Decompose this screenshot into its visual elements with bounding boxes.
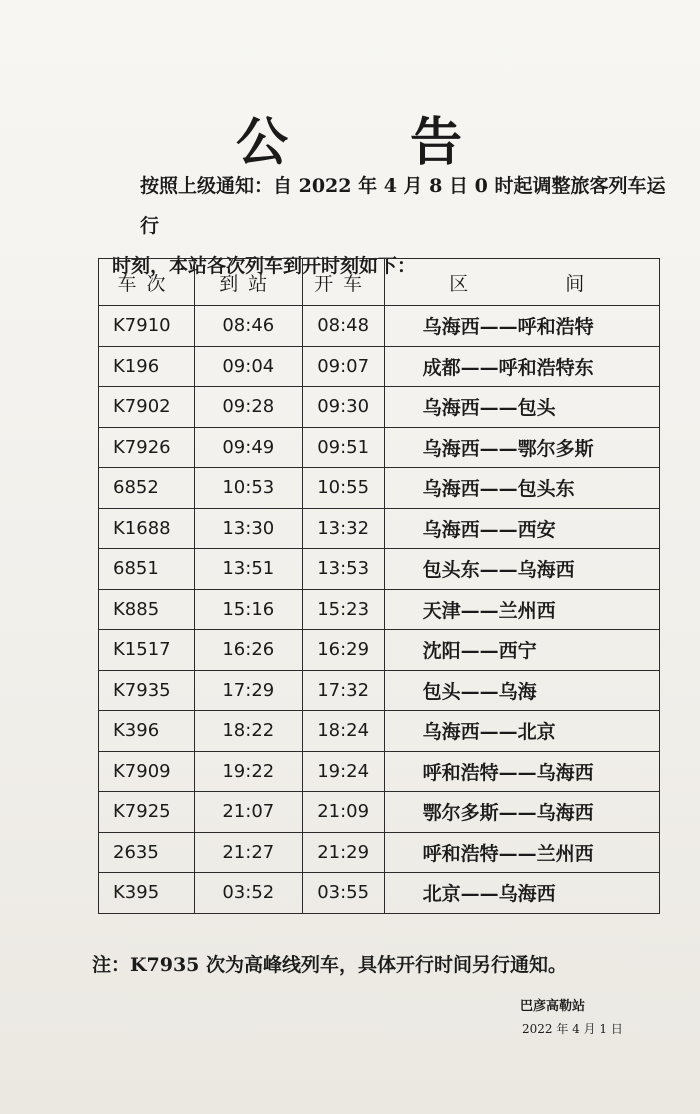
cell-route: 呼和浩特——兰州西: [384, 832, 659, 873]
cell-train: K7935: [99, 670, 195, 711]
footnote: 注：K7935 次为高峰线列车，具体开行时间另行通知。: [92, 954, 568, 976]
cell-arrive: 10:53: [194, 468, 302, 509]
title-char-1: 公: [235, 112, 290, 173]
cell-depart: 09:51: [302, 427, 384, 468]
cell-train: K196: [99, 346, 195, 387]
cell-arrive: 13:30: [194, 508, 302, 549]
cell-route: 乌海西——包头东: [384, 468, 659, 509]
cell-route: 成都——呼和浩特东: [384, 346, 659, 387]
station-signature: 巴彦高勒站: [520, 999, 586, 1014]
cell-arrive: 09:04: [194, 346, 302, 387]
cell-route: 包头——乌海: [384, 670, 659, 711]
table-row: [99, 549, 660, 590]
cell-depart: 16:29: [302, 630, 384, 671]
header-depart: 开车: [302, 259, 384, 306]
table-row: [99, 630, 660, 671]
cell-train: K395: [99, 873, 195, 914]
train-schedule-table: [98, 258, 660, 914]
intro-line-2: 时刻，本站各次列车到开时刻如下：: [112, 255, 417, 277]
cell-arrive: 17:29: [194, 670, 302, 711]
cell-route: 乌海西——包头: [384, 387, 659, 428]
table-row: [99, 589, 660, 630]
cell-arrive: 21:27: [194, 832, 302, 873]
cell-route: 沈阳——西宁: [384, 630, 659, 671]
table-body: [99, 306, 660, 914]
cell-depart: 18:24: [302, 711, 384, 752]
cell-train: 6851: [99, 549, 195, 590]
table-header-row: [99, 259, 660, 306]
cell-arrive: 08:46: [194, 306, 302, 347]
cell-train: 2635: [99, 832, 195, 873]
table-row: [99, 508, 660, 549]
cell-train: 6852: [99, 468, 195, 509]
header-route: 区 间: [384, 259, 659, 306]
cell-train: K7925: [99, 792, 195, 833]
table-row: [99, 792, 660, 833]
cell-train: K396: [99, 711, 195, 752]
cell-depart: 17:32: [302, 670, 384, 711]
issue-date: 2022 年 4 月 1 日: [522, 1022, 623, 1036]
header-train: 车次: [99, 259, 195, 306]
cell-arrive: 21:07: [194, 792, 302, 833]
cell-route: 乌海西——呼和浩特: [384, 306, 659, 347]
cell-depart: 10:55: [302, 468, 384, 509]
table-row: [99, 832, 660, 873]
cell-arrive: 03:52: [194, 873, 302, 914]
cell-depart: 08:48: [302, 306, 384, 347]
intro-line-1: 按照上级通知：自 2022 年 4 月 8 日 0 时起调整旅客列车运行: [140, 175, 666, 237]
cell-route: 乌海西——鄂尔多斯: [384, 427, 659, 468]
cell-arrive: 09:49: [194, 427, 302, 468]
cell-train: K7926: [99, 427, 195, 468]
cell-depart: 13:32: [302, 508, 384, 549]
table-row: [99, 711, 660, 752]
table-row: [99, 306, 660, 347]
table-row: [99, 751, 660, 792]
cell-route: 乌海西——北京: [384, 711, 659, 752]
cell-arrive: 09:28: [194, 387, 302, 428]
cell-depart: 03:55: [302, 873, 384, 914]
cell-arrive: 19:22: [194, 751, 302, 792]
cell-depart: 15:23: [302, 589, 384, 630]
cell-arrive: 15:16: [194, 589, 302, 630]
table-row: [99, 427, 660, 468]
cell-train: K7909: [99, 751, 195, 792]
cell-depart: 21:29: [302, 832, 384, 873]
cell-route: 呼和浩特——乌海西: [384, 751, 659, 792]
table-row: [99, 468, 660, 509]
cell-arrive: 18:22: [194, 711, 302, 752]
cell-depart: 09:07: [302, 346, 384, 387]
cell-route: 鄂尔多斯——乌海西: [384, 792, 659, 833]
cell-route: 北京——乌海西: [384, 873, 659, 914]
cell-route: 乌海西——西安: [384, 508, 659, 549]
cell-depart: 21:09: [302, 792, 384, 833]
table-row: [99, 873, 660, 914]
cell-train: K7910: [99, 306, 195, 347]
cell-depart: 09:30: [302, 387, 384, 428]
header-arrive: 到站: [194, 259, 302, 306]
cell-train: K1517: [99, 630, 195, 671]
table-row: [99, 346, 660, 387]
cell-depart: 13:53: [302, 549, 384, 590]
cell-route: 包头东——乌海西: [384, 549, 659, 590]
cell-depart: 19:24: [302, 751, 384, 792]
cell-train: K1688: [99, 508, 195, 549]
title-char-2: 告: [410, 112, 465, 173]
cell-arrive: 16:26: [194, 630, 302, 671]
cell-train: K7902: [99, 387, 195, 428]
table-row: [99, 670, 660, 711]
table-row: [99, 387, 660, 428]
cell-route: 天津——兰州西: [384, 589, 659, 630]
cell-train: K885: [99, 589, 195, 630]
notice-title: [0, 100, 700, 175]
cell-arrive: 13:51: [194, 549, 302, 590]
